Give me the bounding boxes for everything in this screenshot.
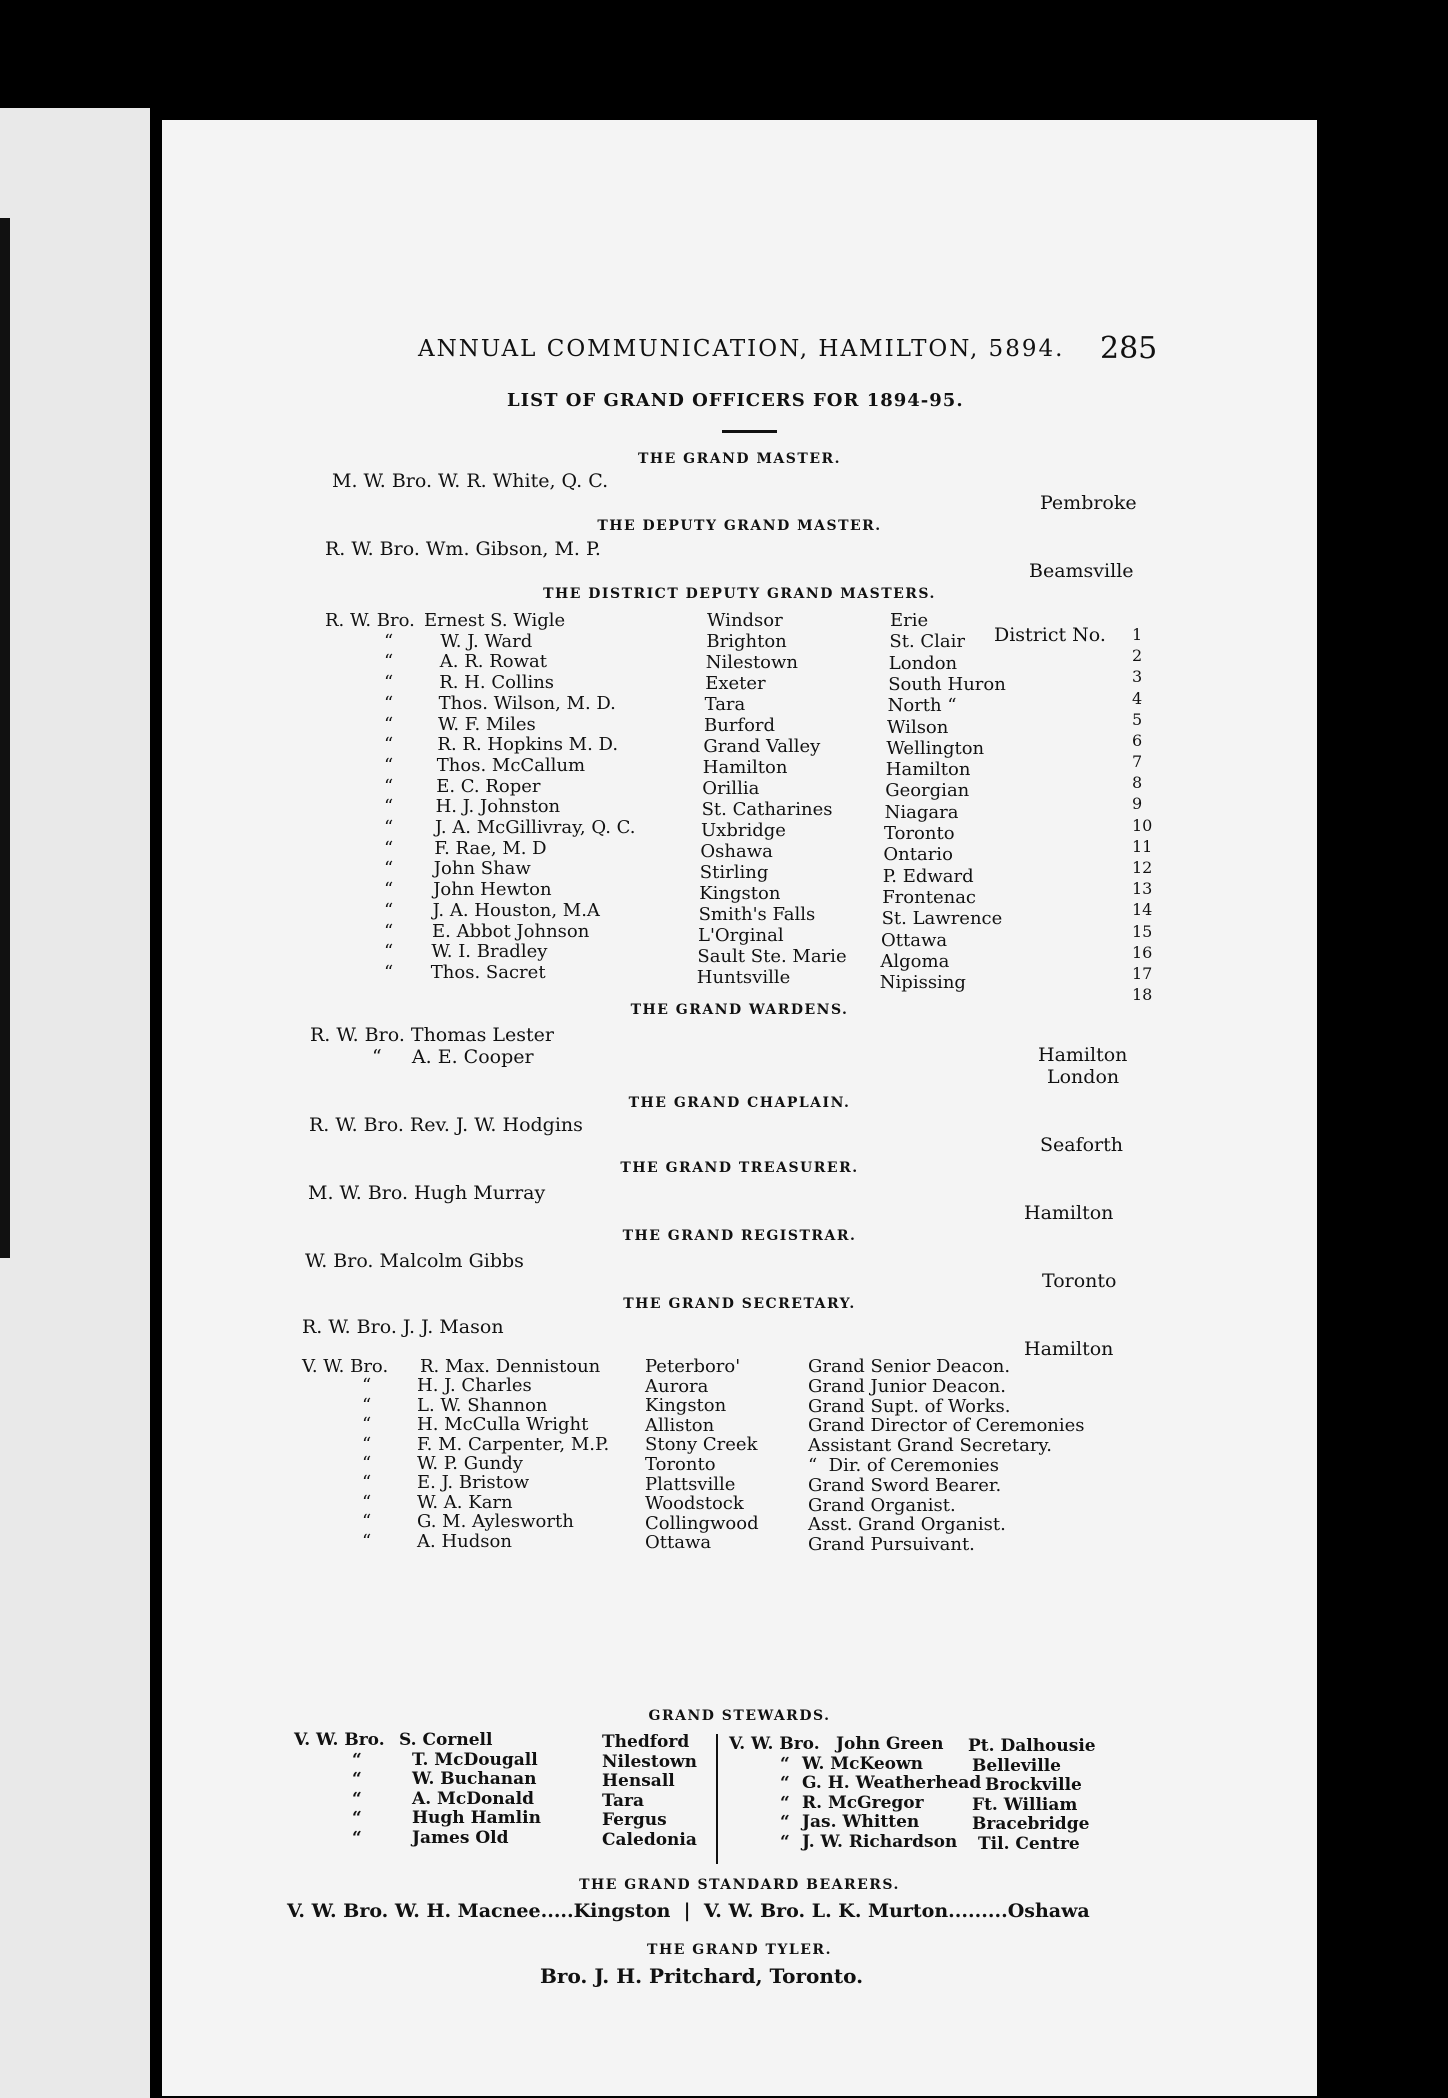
officer-name: R. Max. Dennistoun [420,1356,601,1377]
deputy-prefix: “ [384,837,394,859]
deputy-district: Nipissing [879,972,966,994]
officer-prefix: “ [362,1472,372,1494]
deputy-name: J. A. McGillivray, Q. C. [435,817,636,838]
officer-office: Grand Pursuivant. [808,1534,975,1556]
steward-prefix: “ [780,1812,790,1832]
officer-office: Grand Junior Deacon. [808,1375,1006,1397]
steward-town: Tara [602,1790,645,1811]
deputy-town: St. Catharines [701,799,833,820]
deputy-town: Nilestown [705,652,799,673]
deputy-district: Wilson [887,716,949,738]
deputy-district: Niagara [884,801,959,823]
officer-office: Asst. Grand Organist. [808,1514,1006,1536]
deputy-prefix: “ [384,920,394,942]
deputy-number: 15 [1132,921,1153,941]
deputy-number: 17 [1132,963,1153,983]
deputy-number: 12 [1132,857,1153,877]
deputy-prefix: “ [384,713,394,735]
steward-town: Caledonia [602,1829,697,1850]
deputy-district: Algoma [880,950,950,972]
officer-town: Collingwood [645,1512,759,1534]
steward-prefix: “ [352,1769,362,1789]
deputy-district: Toronto [884,823,955,844]
deputy-town: Exeter [705,673,766,694]
heading-grand-wardens: THE GRAND WARDENS. [630,1002,849,1018]
steward-town: Hensall [602,1771,675,1791]
steward-prefix: “ [780,1773,790,1793]
deputy-town: Oshawa [700,841,773,862]
deputy-prefix: “ [384,796,394,818]
steward-prefix: “ [352,1827,362,1848]
grand-registrar-place: Toronto [1042,1270,1117,1292]
officer-town: Alliston [645,1414,715,1436]
grand-treasurer-place: Hamilton [1024,1202,1114,1224]
deputy-number: 6 [1132,730,1143,750]
steward-town: Belleville [972,1755,1061,1776]
deputy-district: St. Lawrence [881,908,1003,930]
officer-office: Grand Supt. of Works. [808,1395,1011,1417]
officer-office: Grand Director of Ceremonies [808,1415,1085,1437]
grand-chaplain-place: Seaforth [1040,1134,1124,1156]
title-rule [722,430,777,433]
deputy-name: F. Rae, M. D [434,837,547,859]
steward-town: Ft. William [972,1794,1078,1815]
steward-prefix: “ [780,1753,790,1774]
officer-prefix: “ [362,1414,372,1436]
steward-name: R. McGregor [802,1792,924,1813]
deputy-name: W. J. Ward [440,630,533,652]
heading-grand-treasurer: THE GRAND TREASURER. [620,1160,859,1176]
standard-bearers-line: V. W. Bro. W. H. Macnee.....Kingston | V. W. Bro. L. K. Murton.........Oshawa [287,1900,1090,1922]
deputy-number: 9 [1132,794,1143,814]
officer-prefix: “ [362,1511,372,1533]
steward-prefix: V. W. Bro. [729,1734,820,1754]
deputy-town: Orillia [702,778,760,799]
page-number: 285 [1100,331,1158,366]
deputy-number: 10 [1132,815,1153,835]
deputy-number: 1 [1132,625,1143,644]
deputy-prefix: “ [384,858,394,880]
deputy-name: R. R. Hopkins M. D. [437,734,619,756]
deputy-name: J. A. Houston, M.A [432,899,600,921]
deputy-name: E. C. Roper [436,775,541,797]
officer-prefix: “ [362,1394,372,1416]
officer-town: Ottawa [645,1532,712,1554]
deputy-prefix: “ [384,775,394,797]
deputy-prefix: “ [384,734,394,756]
deputy-prefix: “ [384,630,394,652]
deputy-town: Brighton [706,631,787,652]
steward-name: James Old [412,1827,509,1848]
steward-town: Nilestown [602,1751,698,1772]
steward-name: T. McDougall [412,1749,538,1770]
officer-name: W. A. Karn [417,1491,513,1513]
deputy-number: 14 [1132,900,1153,920]
deputy-number: 5 [1132,709,1143,729]
deputy-number: 16 [1132,942,1153,962]
deputy-prefix: “ [384,941,394,963]
deputy-town: Hamilton [702,757,788,778]
deputy-prefix: “ [384,651,394,673]
grand-tyler-line: Bro. J. H. Pritchard, Toronto. [540,1964,864,1988]
heading-grand-registrar: THE GRAND REGISTRAR. [622,1228,857,1244]
officer-town: Woodstock [645,1493,744,1515]
steward-name: G. H. Weatherhead [802,1773,982,1793]
steward-name: S. Cornell [399,1730,493,1750]
deputy-number: 7 [1132,752,1143,772]
deputy-district: Erie [890,610,929,631]
heading-grand-stewards: GRAND STEWARDS. [648,1708,831,1724]
heading-grand-tyler: THE GRAND TYLER. [647,1942,832,1958]
deputy-district: Georgian [885,780,970,802]
deputy-name: E. Abbot Johnson [432,920,590,942]
deputy-district: South Huron [888,673,1006,695]
page-edge-shadow [0,218,10,1258]
heading-grand-master: THE GRAND MASTER. [637,451,842,467]
steward-name: A. McDonald [412,1788,534,1809]
grand-registrar-name: W. Bro. Malcolm Gibbs [305,1250,524,1272]
deputy-district: Frontenac [882,886,977,908]
deputy-name: Ernest S. Wigle [424,610,566,631]
officer-prefix: “ [362,1491,372,1513]
heading-grand-chaplain: THE GRAND CHAPLAIN. [628,1095,851,1111]
steward-town: Til. Centre [978,1833,1080,1854]
deputy-district: Wellington [886,737,985,759]
warden-1-name: R. W. Bro. Thomas Lester [310,1024,554,1046]
heading-district-deputies: THE DISTRICT DEPUTY GRAND MASTERS. [543,586,936,602]
grand-secretary-place: Hamilton [1024,1338,1114,1360]
list-title: LIST OF GRAND OFFICERS FOR 1894-95. [507,390,964,411]
district-column-label: District No. [994,624,1106,646]
grand-secretary-name: R. W. Bro. J. J. Mason [302,1316,504,1338]
officer-prefix: “ [362,1530,372,1552]
steward-name: W. Buchanan [412,1769,537,1789]
officer-office: Grand Senior Deacon. [808,1356,1011,1377]
deputy-number: 8 [1132,773,1143,793]
officer-name: H. J. Charles [417,1375,532,1397]
steward-prefix: “ [352,1808,362,1828]
officer-prefix: “ [362,1375,372,1397]
deputy-name: A. R. Rowat [439,651,547,673]
officer-town: Toronto [645,1454,716,1475]
officer-name: W. P. Gundy [417,1453,523,1474]
steward-town: Brockville [985,1775,1082,1795]
deputy-town: L'Orginal [698,925,784,946]
steward-prefix: V. W. Bro. [294,1730,385,1750]
steward-prefix: “ [780,1792,790,1813]
deputy-town: Tara [704,694,746,715]
grand-master-name: M. W. Bro. W. R. White, Q. C. [332,470,609,492]
deputy-name: R. H. Collins [439,672,555,694]
officer-town: Kingston [645,1395,727,1417]
steward-name: Hugh Hamlin [412,1808,541,1828]
officer-office: Assistant Grand Secretary. [808,1435,1052,1457]
steward-name: W. McKeown [802,1753,924,1774]
deputy-district: Ottawa [881,929,948,951]
officer-name: E. J. Bristow [417,1472,530,1494]
deputy-name: Thos. Sacret [430,961,546,983]
deputy-number: 18 [1132,985,1153,1005]
deputy-town: Huntsville [696,967,791,988]
deputy-prefix: “ [384,672,394,694]
officer-town: Aurora [645,1375,709,1397]
deputy-district: London [888,652,958,674]
deputy-grand-master-place: Beamsville [1029,560,1134,582]
steward-prefix: “ [780,1831,790,1852]
deputy-town: Grand Valley [703,736,821,757]
stewards-column-divider [716,1734,718,1864]
deputy-number: 2 [1132,646,1143,666]
deputy-prefix: “ [384,961,394,983]
deputy-town: Sault Ste. Marie [697,946,847,967]
steward-town: Pt. Dalhousie [968,1736,1096,1756]
heading-deputy-grand-master: THE DEPUTY GRAND MASTER. [597,518,882,534]
deputy-number: 11 [1132,836,1153,856]
officer-office: “ Dir. of Ceremonies [808,1455,999,1476]
officer-name: L. W. Shannon [417,1394,548,1416]
officer-prefix: “ [362,1453,372,1474]
steward-town: Bracebridge [972,1814,1090,1834]
deputy-name: W. I. Bradley [431,941,548,963]
deputy-town: Burford [704,715,776,736]
deputy-name: John Hewton [433,879,552,901]
running-title: ANNUAL COMMUNICATION, HAMILTON, 5894. [418,336,1065,362]
deputy-town: Stirling [699,862,769,883]
deputy-town: Smith's Falls [698,904,816,925]
officer-name: F. M. Carpenter, M.P. [417,1433,610,1455]
officer-prefix: “ [362,1433,372,1455]
warden-2-place: London [1047,1066,1120,1088]
document-page [162,120,1317,2096]
deputy-name: John Shaw [433,858,531,880]
deputy-prefix: “ [384,879,394,901]
deputy-name: Thos. McCallum [436,754,586,776]
deputy-town: Kingston [699,883,781,904]
steward-name: J. W. Richardson [802,1831,958,1852]
officer-name: H. McCulla Wright [417,1414,589,1436]
deputy-name: W. F. Miles [438,713,536,735]
deputy-prefix: “ [384,692,394,714]
deputy-town: Uxbridge [701,820,786,841]
steward-name: Jas. Whitten [802,1812,920,1832]
warden-2-name: “ A. E. Cooper [372,1046,534,1068]
heading-grand-secretary: THE GRAND SECRETARY. [623,1296,856,1312]
adjacent-page-strip [0,108,150,2098]
officer-office: Grand Organist. [808,1494,956,1516]
deputy-number: 13 [1132,879,1153,899]
deputy-number: 3 [1132,667,1143,687]
deputy-district: North “ [887,695,957,717]
officer-name: A. Hudson [417,1530,512,1552]
deputy-prefix: “ [384,754,394,776]
deputy-prefix: “ [384,899,394,921]
grand-master-place: Pembroke [1040,492,1137,514]
deputy-grand-master-name: R. W. Bro. Wm. Gibson, M. P. [325,538,601,560]
officer-prefix: V. W. Bro. [302,1356,389,1377]
heading-standard-bearers: THE GRAND STANDARD BEARERS. [579,1877,900,1893]
steward-prefix: “ [352,1788,362,1809]
officer-town: Peterboro' [645,1356,741,1377]
deputy-prefix: R. W. Bro. [325,610,415,631]
steward-name: John Green [836,1734,944,1754]
steward-town: Fergus [602,1810,667,1830]
deputy-district: St. Clair [889,631,966,653]
officer-town: Plattsville [645,1473,736,1495]
deputy-prefix: “ [384,817,394,838]
steward-town: Thedford [602,1732,690,1752]
deputy-number: 4 [1132,688,1143,708]
deputy-name: H. J. Johnston [435,796,561,818]
deputy-town: Windsor [707,610,783,631]
deputy-name: Thos. Wilson, M. D. [438,692,616,714]
warden-1-place: Hamilton [1038,1044,1128,1066]
deputy-district: Hamilton [885,759,971,781]
officer-office: Grand Sword Bearer. [808,1474,1002,1496]
deputy-district: Ontario [883,844,953,866]
grand-chaplain-name: R. W. Bro. Rev. J. W. Hodgins [309,1114,583,1136]
grand-treasurer-name: M. W. Bro. Hugh Murray [308,1182,546,1204]
officer-name: G. M. Aylesworth [417,1511,574,1533]
steward-prefix: “ [352,1749,362,1770]
deputy-district: P. Edward [882,865,974,887]
officer-town: Stony Creek [645,1434,758,1456]
